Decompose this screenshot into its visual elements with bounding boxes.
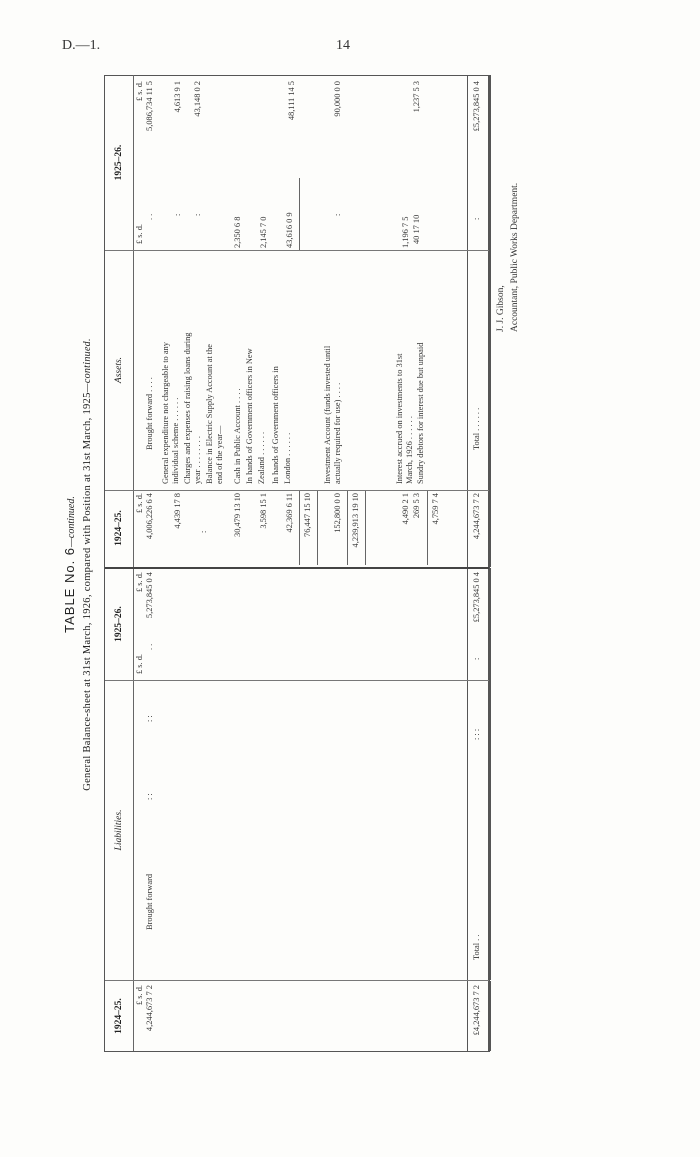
row-label: In hands of Government officers in New	[245, 348, 254, 484]
assets-1924-column: 1924–25. £ s. d. 4,006,226 6 4 4,439 17 8 : 30,479 13 10 3,598 15 1 42,369 6 11 76,447 15 10 152,800 0 0 4,239,913 19 10 4,490 2 1 269 5 3 4,759 7 4 4,244,673 7 2	[105, 489, 489, 569]
column-header: 1924–25.	[105, 489, 134, 567]
debtors-label: Sundry debtors for interest due but unpaid	[416, 342, 425, 484]
page-number: 14	[336, 38, 350, 53]
rotated-balance-sheet	[58, 77, 520, 1052]
unit-header: £ s. d.	[135, 223, 144, 244]
assets-label-column	[105, 250, 489, 491]
row-label: individual scheme . . . . . .	[171, 397, 180, 484]
cash-value: 2,350 6 8	[233, 216, 242, 248]
unit-header: £ s. d.	[135, 81, 144, 102]
investment-value: 152,800 0 0	[333, 493, 342, 533]
unit-header: £ s. d.	[135, 572, 144, 593]
cash-value: 43,616 0 9	[285, 212, 294, 248]
total-value: £5,273,845 0 4	[472, 81, 481, 132]
total-value: £5,273,845 0 4	[472, 572, 481, 623]
cash-value: 2,145 7 0	[259, 216, 268, 248]
unit-header: £ s. d.	[135, 985, 144, 1006]
interest-subtotal: 1,237 5 3	[412, 81, 421, 113]
row-label: London . . . . . .	[283, 432, 292, 484]
brought-forward-value: 4,244,673 7 2	[145, 985, 154, 1032]
brought-forward-label: Brought forward	[145, 873, 154, 930]
column-header: 1925–26.	[105, 568, 134, 680]
investment-label: actually required for use) . . . .	[333, 382, 342, 484]
interest-label: Interest accrued on investments to 31st	[395, 353, 404, 484]
table-title: TABLE No. 6—continued.	[62, 496, 77, 633]
value: 3,598 15 1	[259, 493, 268, 529]
liabilities-1924-column	[105, 981, 489, 1051]
total-value: 4,244,673 7 2	[472, 493, 481, 540]
value: 30,479 13 10	[233, 493, 242, 537]
balance-sheet-table	[104, 75, 490, 1052]
total-value: £4,244,673 7 2	[472, 985, 481, 1036]
column-header: Assets.	[105, 250, 134, 490]
row-label: Charges and expenses of raising loans during	[183, 332, 192, 484]
debtors-value: 269 5 3	[412, 493, 421, 519]
column-header: 1925–26.	[105, 75, 134, 250]
page-reference: D.—1.	[62, 38, 101, 53]
row-label: Brought forward . . . .	[145, 377, 154, 450]
row-label: Zealand . . . . . .	[257, 431, 266, 484]
leader-dots: : :	[145, 715, 154, 722]
value: 42,369 6 11	[285, 493, 294, 533]
liabilities-label-column	[105, 680, 489, 981]
investment-value: 90,000 0 0	[333, 81, 342, 117]
value: 4,006,226 6 4	[145, 493, 154, 540]
leader-dots: : :	[145, 793, 154, 800]
interest-value: 4,490 2 1	[401, 493, 410, 525]
table-subtitle: General Balance-sheet at 31st March, 1926, compared with Position at 31st March, 1925—continued.	[82, 338, 93, 791]
cash-subtotal: 76,447 15 10	[303, 493, 312, 537]
subtotal-value: 4,239,913 19 10	[351, 493, 360, 548]
column-header: 1924–25.	[105, 981, 134, 1051]
leader-dots: : : :	[472, 728, 481, 740]
row-label: Cash in Public Account . . . .	[233, 388, 242, 484]
assets-1925-column: 1925–26. £ s. d. £ s. d. . . 5,086,734 11 5 : 4,613 9 1 : 43,148 0 2 2,350 6 8 2,145 7 0 43,616 0 9 48,111 14 5 : 90,000 0 0 1,196 7 5 40 17 10 1,237 5 3 : £5,273,845 0 4	[105, 75, 489, 251]
value: 4,439 17 8	[173, 493, 182, 529]
row-label: In hands of Government officers in	[271, 366, 280, 484]
brought-forward-value: 5,273,845 0 4	[145, 572, 154, 619]
total-label: Total . .	[472, 934, 481, 960]
liabilities-1925-column: 1925–26. £ s. d. £ s. d. . . 5,273,845 0 4 : £5,273,845 0 4	[105, 568, 489, 681]
debtors-value: 40 17 10	[412, 214, 421, 244]
value: 4,613 9 1	[173, 81, 182, 113]
row-label: year . . . . . . . .	[193, 436, 202, 484]
cash-subtotal: 48,111 14 5	[287, 81, 296, 121]
value: 5,086,734 11 5	[145, 81, 154, 131]
column-header: Liabilities.	[105, 680, 134, 980]
row-label: Balance in Electric Supply Account at the	[205, 343, 214, 484]
total-label: Total . . . . . .	[472, 407, 481, 450]
value: 43,148 0 2	[193, 81, 202, 117]
row-label: end of the year—	[215, 425, 224, 484]
interest-value: 1,196 7 5	[401, 216, 410, 248]
signature-title: Accountant, Public Works Department.	[510, 182, 520, 332]
interest-label: March, 1926 . . . . . .	[405, 416, 414, 484]
unit-header: £ s. d.	[135, 653, 144, 674]
row-label: General expenditure not chargeable to any	[161, 342, 170, 484]
unit-header: £ s. d.	[135, 493, 144, 514]
interest-subtotal: 4,759 7 4	[431, 493, 440, 525]
investment-label: Investment Account (funds invested until	[323, 345, 332, 484]
signature-name: J. J. Gibson,	[496, 285, 506, 332]
